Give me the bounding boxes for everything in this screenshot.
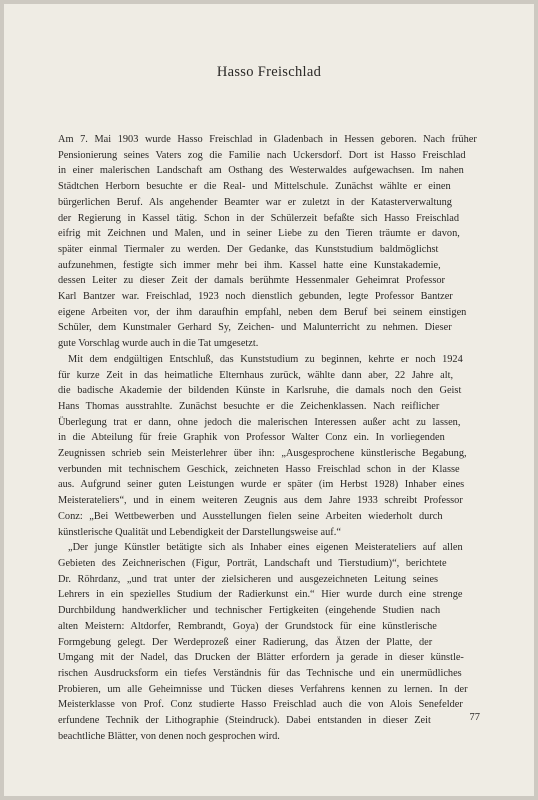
text-line: bürgerlichen Beruf. Als angehender Beamter war er zuletzt in der Katasterverwaltung <box>58 196 452 208</box>
text-line: beachtliche Blätter, von denen noch gesprochen wird. <box>58 730 280 742</box>
text-line: Überlegung trat er dann, ohne jedoch die malerischen Interessen außer acht zu lassen, <box>58 416 461 428</box>
text-line: Zeugnissen schrieb sein Meisterlehrer über ihn: „Ausgesprochene künstlerische Begabung, <box>58 448 467 460</box>
text-line: „Der junge Künstler betätigte sich als Inhaber eines eigenen Meisterateliers auf allen <box>68 542 463 554</box>
text-line: Städtchen Herborn besuchte er die Real- und Mittelschule. Zunächst wählte er einen <box>58 181 451 193</box>
text-line: in einer malerischen Landschaft am Osthang des Westerwaldes aufgewachsen. Im nahen <box>58 165 464 177</box>
text-line: Dr. Röhrdanz, „und trat unter der zielsicheren und ausgezeichneten Leitung seines <box>58 573 439 585</box>
text-line: alten Meistern: Altdorfer, Rembrandt, Goya) der Grundstock für eine künstlerische <box>58 620 437 632</box>
text-line: eifrig mit Zeichnen und Malen, und in seiner Liebe zu den Tieren träumte er davon, <box>58 228 460 240</box>
page-number: 77 <box>469 712 480 723</box>
paragraph-1 <box>58 132 484 352</box>
text-line: erfundene Technik der Lithographie (Steindruck). Dabei entstanden in dieser Zeit <box>58 715 431 727</box>
text-line: künstlerische Qualität und Lebendigkeit der Darstellungsweise auf.“ <box>58 526 341 538</box>
text-line: Formgebung gelegt. Der Werdeprozeß einer Radierung, das Ätzen der Platte, der <box>58 636 433 648</box>
body-text <box>58 132 484 744</box>
book-page <box>4 4 534 796</box>
text-line: Meisterateliers“, und in einem weiteren Zeugnis aus dem Jahre 1933 schreibt Professor <box>58 495 463 507</box>
text-line: Hans Thomas ausstrahlte. Zunächst besuchte er die Zeichenklassen. Nach reiflicher <box>58 400 440 412</box>
text-line: aufzunehmen, festigte sich immer mehr bei ihm. Kassel hatte eine Kunstakademie, <box>58 259 441 271</box>
text-line: rischen Ausdrucksform ein tiefes Verständnis für das Technische und ein unermüdliches <box>58 667 462 679</box>
text-line: Am 7. Mai 1903 wurde Hasso Freischlad in Gladenbach in Hessen geboren. Nach früher <box>58 134 477 145</box>
text-line: für kurze Zeit in das heimatliche Elternhaus zurück, wählte dann aber, 22 Jahre alt, <box>58 369 454 381</box>
text-line: gute Vorschlag wurde auch in die Tat umgesetzt. <box>58 338 259 350</box>
paragraph-2 <box>58 352 484 540</box>
text-line: dessen Leiter zu dieser Zeit der damals berühmte Hessenmaler Geheimrat Professor <box>58 275 445 287</box>
text-line: verbunden mit technischem Geschick, zeichneten Hasso Freischlad schon in der Klasse <box>58 463 460 475</box>
text-line: Conz: „Bei Wettbewerben und Ausstellungen fielen seine Arbeiten wiederholt durch <box>58 510 443 522</box>
text-line: später einmal Tiermaler zu werden. Der Gedanke, das Kunststudium baldmöglichst <box>58 243 439 255</box>
paragraph-3 <box>58 540 484 744</box>
text-line: Lehrers in ein spezielles Studium der Radierkunst ein.“ Hier wurde durch eine strenge <box>58 589 463 601</box>
text-line: Schüler, dem Kunstmaler Gerhard Sy, Zeichen- und Malunterricht zu nehmen. Dieser <box>58 322 452 334</box>
text-line: in die Abteilung für freie Graphik von Professor Walter Conz ein. In vorliegenden <box>58 432 445 444</box>
text-line: Meisterklasse von Prof. Conz studierte Hasso Freischlad auch die von Alois Senefelder <box>58 699 463 711</box>
text-line: Karl Bantzer war. Freischlad, 1923 noch dienstlich gebunden, legte Professor Bantzer <box>58 291 453 303</box>
text-line: Probieren, um alle Geheimnisse und Tücken dieses Verfahrens kennen zu lernen. In der <box>58 683 468 695</box>
text-line: aus. Aufgrund seiner guten Leistungen wurde er später (im Herbst 1928) Inhaber eines <box>58 479 465 491</box>
text-line: Pensionierung seines Vaters zog die Familie nach Uckersdorf. Dort ist Hasso Freischlad <box>58 149 466 161</box>
text-line: die badische Akademie der bildenden Künste in Karlsruhe, die damals noch den Geist <box>58 385 462 397</box>
text-line: Umgang mit der Nadel, das Drucken der Blätter erfordern ja gerade in dieser künstle- <box>58 652 464 664</box>
text-line: Gebieten des Zeichnerischen (Figur, Porträt, Landschaft und Tierstudium)“, berichtete <box>58 557 447 569</box>
text-line: Mit dem endgültigen Entschluß, das Kunststudium zu beginnen, kehrte er noch 1924 <box>68 353 463 365</box>
text-line: der Regierung in Kassel tätig. Schon in der Schülerzeit befaßte sich Hasso Freischlad <box>58 212 460 224</box>
page-title: Hasso Freischlad <box>216 64 322 80</box>
text-line: Durchbildung handwerklicher und technischer Fertigkeiten (eingehende Studien nach <box>58 605 441 617</box>
text-line: eigene Arbeiten vor, der ihm daraufhin empfahl, neben dem Beruf bei seinem einstigen <box>58 306 467 318</box>
